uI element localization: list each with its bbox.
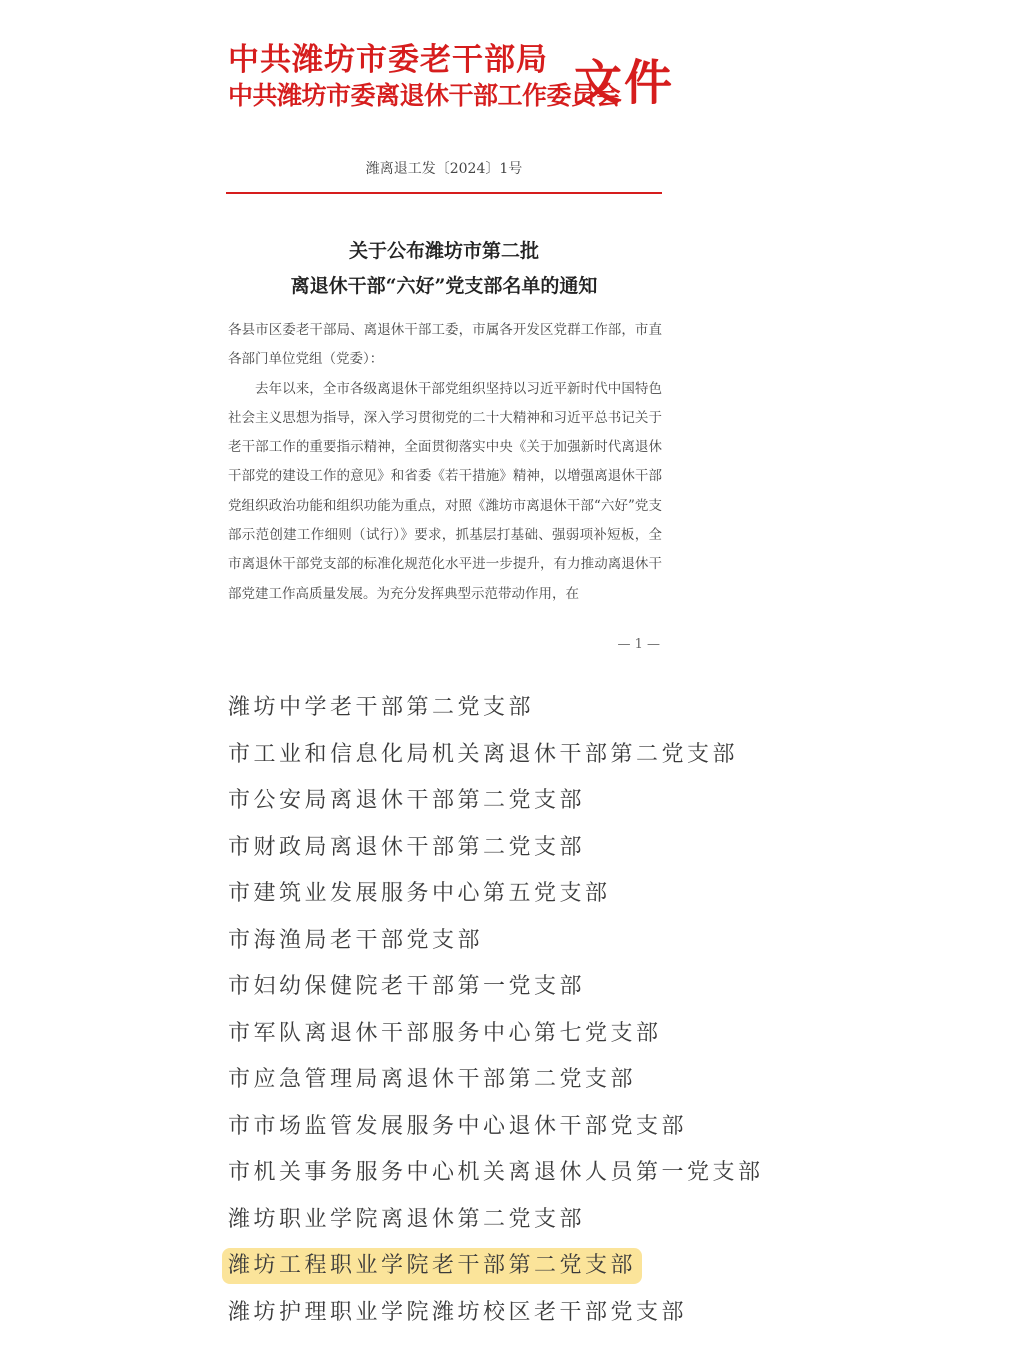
branch-list bbox=[228, 690, 766, 1341]
branch-name: 市工业和信息化局机关离退休干部第二党支部 bbox=[228, 741, 739, 767]
notice-title-line-1: 关于公布潍坊市第二批 bbox=[348, 240, 539, 262]
branch-name: 市妇幼保健院老干部第一党支部 bbox=[228, 974, 586, 999]
branch-name: 市海渔局老干部党支部 bbox=[228, 927, 484, 953]
list-item-highlighted bbox=[228, 1248, 766, 1295]
branch-name: 市财政局离退休干部第二党支部 bbox=[228, 834, 586, 860]
notice-title-line-2: 离退休干部“六好”党支部名单的通知 bbox=[290, 275, 598, 297]
branch-name: 市市场监管发展服务中心退休干部党支部 bbox=[228, 1113, 688, 1139]
list-item bbox=[228, 737, 766, 784]
branch-name: 潍坊工程职业学院老干部第二党支部 bbox=[222, 1248, 642, 1284]
branch-name: 市军队离退休干部服务中心第七党支部 bbox=[228, 1020, 662, 1046]
branch-name: 市建筑业发展服务中心第五党支部 bbox=[228, 881, 611, 906]
branch-name: 市公安局离退休干部第二党支部 bbox=[228, 788, 586, 813]
list-item bbox=[228, 1109, 766, 1156]
list-item bbox=[228, 1155, 766, 1202]
branch-name: 潍坊中学老干部第二党支部 bbox=[228, 695, 535, 720]
list-item bbox=[228, 1062, 766, 1109]
list-item bbox=[228, 1016, 766, 1063]
list-item bbox=[228, 923, 766, 970]
branch-name: 潍坊护理职业学院潍坊校区老干部党支部 bbox=[228, 1299, 688, 1325]
recipients-paragraph: 各县市区委老干部局、离退休干部工委，市属各开发区党群工作部，市直各部门单位党组（党委）： bbox=[228, 322, 662, 368]
branch-name: 潍坊职业学院离退休第二党支部 bbox=[228, 1206, 586, 1232]
body-paragraph: 去年以来，全市各级离退休干部党组织坚持以习近平新时代中国特色社会主义思想为指导，深入学习贯彻党的二十大精神和习近平总书记关于老干部工作的重要指示精神，全面贯彻落实中央《关于加强新时代离退休干部党的建设工作的意见》和省委《若干措施》精神，以增强离退休干部党组织政治功能和组织功能为重点，对照《潍坊市离退休干部“六好”党支部示范创建工作细则（试行）》要求，抓基层打基础、强弱项补短板，全市离退休干部党支部的标准化规范化水平进一步提升，有力推动离退休干部党建工作高质量发展。为充分发挥典型示范带动作用，在 bbox=[228, 380, 662, 602]
notice-body bbox=[228, 316, 662, 609]
page-number: — 1 — bbox=[617, 637, 660, 652]
branch-name: 市机关事务服务中心机关离退休人员第一党支部 bbox=[228, 1160, 764, 1185]
list-item bbox=[228, 969, 766, 1016]
list-item bbox=[228, 690, 766, 737]
red-divider bbox=[226, 192, 662, 194]
list-item bbox=[228, 1295, 766, 1342]
list-item bbox=[228, 830, 766, 877]
document-number: 潍离退工发〔2024〕1号 bbox=[365, 161, 523, 177]
list-item bbox=[228, 876, 766, 923]
list-item bbox=[228, 1202, 766, 1249]
list-item bbox=[228, 783, 766, 830]
document-label: 文件 bbox=[574, 55, 675, 111]
issuing-organization-1: 中共潍坊市委老干部局 bbox=[228, 42, 548, 78]
branch-name: 市应急管理局离退休干部第二党支部 bbox=[228, 1067, 637, 1092]
issuing-organization-2: 中共潍坊市委离退休干部工作委员会 bbox=[228, 81, 621, 110]
